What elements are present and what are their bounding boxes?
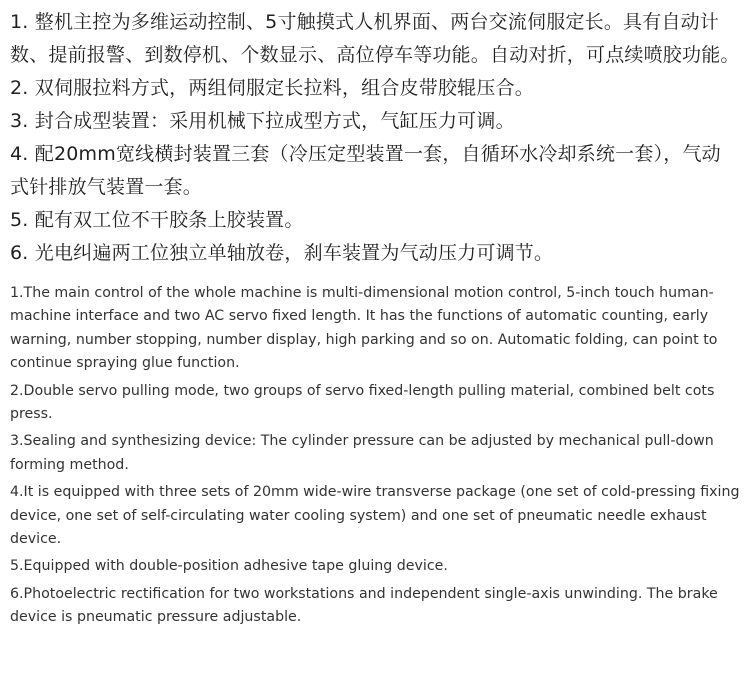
english-spec-item-4: 4.It is equipped with three sets of 20mm wide-wire transverse package (one set of cold-pressing fixing device, one set of self-circulating water cooling system) and one set of pneumatic needle exhaust device. [10, 484, 740, 548]
chinese-spec-item-3: 3. 封合成型装置：采用机械下拉成型方式，气缸压力可调。 [10, 110, 515, 132]
chinese-spec-item-1: 1. 整机主控为多维运动控制、5寸触摸式人机界面、两台交流伺服定长。具有自动计数、提前报警、到数停机、个数显示、高位停车等功能。自动对折，可点续喷胶功能。 [10, 11, 740, 66]
english-spec-item-5: 5.Equipped with double-position adhesive tape gluing device. [10, 558, 448, 575]
chinese-spec-item-4: 4. 配20mm宽线横封装置三套（冷压定型装置一套，自循环水冷却系统一套），气动式针排放气装置一套。 [10, 143, 721, 198]
chinese-spec-item-5: 5. 配有双工位不干胶条上胶装置。 [10, 209, 304, 231]
chinese-spec-item-6: 6. 光电纠遍两工位独立单轴放卷，刹车装置为气动压力可调节。 [10, 242, 554, 264]
english-spec-item-3: 3.Sealing and synthesizing device: The cylinder pressure can be adjusted by mechanical pull-down forming method. [10, 433, 714, 473]
chinese-spec-item-2: 2. 双伺服拉料方式，两组伺服定长拉料，组合皮带胶辊压合。 [10, 77, 534, 99]
english-spec-item-1: 1.The main control of the whole machine is multi-dimensional motion control, 5-inch touch human-machine interface and two AC servo fixed length. It has the functions of automatic counting, early warning, number stopping, number display, high parking and so on. Automatic folding, can point to continue spraying glue function. [10, 285, 718, 372]
chinese-spec-list [10, 6, 740, 270]
english-spec-item-6: 6.Photoelectric rectification for two workstations and independent single-axis unwinding. The brake device is pneumatic pressure adjustable. [10, 585, 718, 626]
english-spec-item-2: 2.Double servo pulling mode, two groups of servo fixed-length pulling material, combined belt cots press. [10, 382, 715, 423]
english-spec-list [10, 282, 740, 630]
